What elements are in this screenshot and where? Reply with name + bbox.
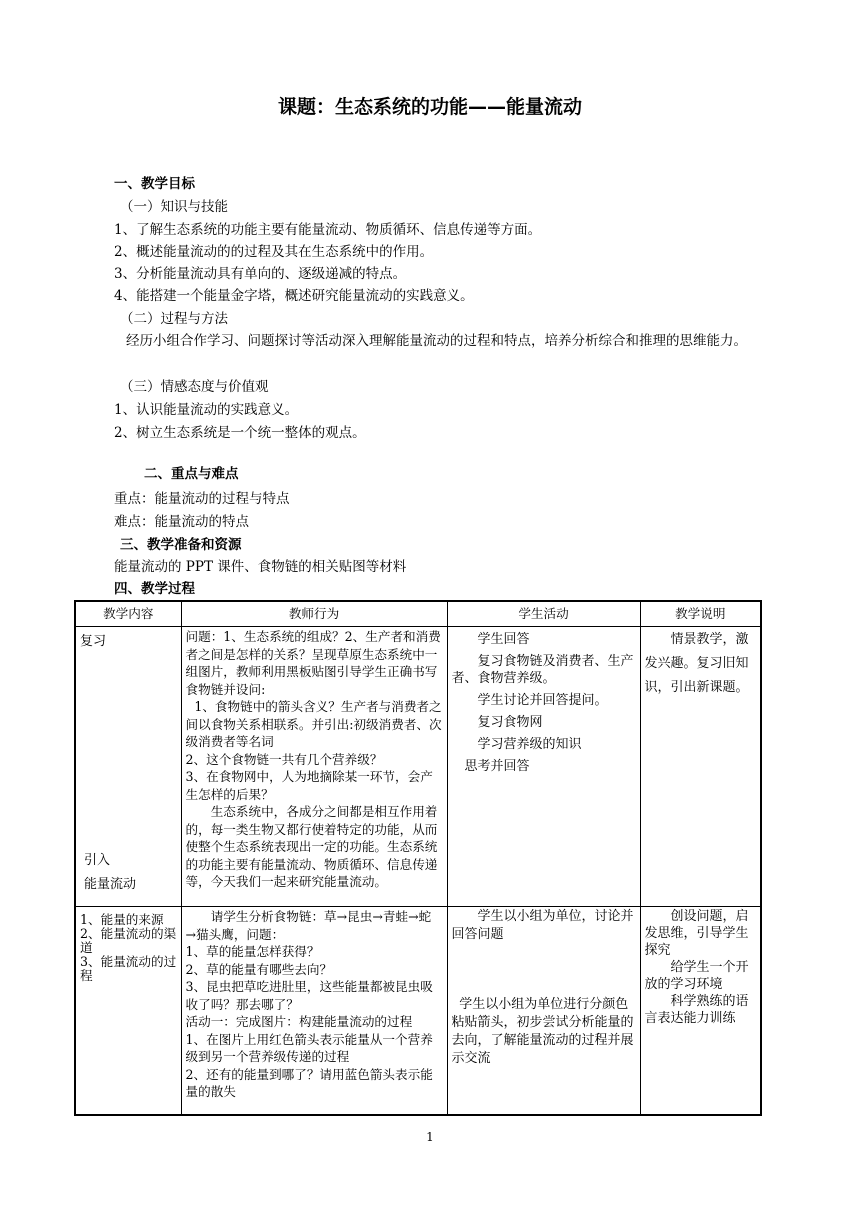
student-text: 思考并回答 [464,759,530,774]
section-4-heading: 四、教学过程 [114,581,195,597]
teacher-text: 问题：1、生态系统的组成？2、生产者和消费者之间是怎样的关系？呈现草原生态系统中一组图片，教师利用黑板贴图引导学生正确书写食物链并设问: [185,629,441,697]
key-point: 重点：能量流动的过程与特点 [114,491,290,507]
section-3-heading: 三、教学准备和资源 [120,537,242,553]
teacher-text: 请学生分析食物链：草→昆虫→青蛙→蛇 →猫头鹰，问题： [185,909,432,942]
teacher-text: 生态系统中，各成分之间都是相互作用着的，每一类生物又都行使着特定的功能，从而使整个生态系统表现出一定的功能。生态系统的功能主要有能量流动、物质循环、信息传递等，今天我们一起来研究能量流动。 [185,804,438,889]
teacher-text: 1、在图片上用红色箭头表示能量从一个营养级到另一个营养级传递的过程 [185,1031,433,1064]
teacher-text: 2、草的能量有哪些去向？ [185,961,333,977]
teacher-cell [181,907,447,1115]
teacher-text: 3、在食物网中，人为地摘除某一环节，会产生怎样的后果？ [185,769,433,802]
subsection-attitude: （三）情感态度与价值观 [120,379,269,395]
teacher-text: 3、昆虫把草吃进肚里，这些能量都被昆虫吸收了吗？那去哪了？ [185,979,433,1012]
section-2-heading: 二、重点与难点 [144,466,239,482]
content-review: 复习 [80,634,107,649]
teacher-text: 1、草的能量怎样获得？ [185,944,320,959]
student-text: 学生回答 [477,632,530,647]
student-text: 学生以小组为单位，讨论并回答问题 [451,909,634,942]
objective-item: 4、能搭建一个能量金字塔，概述研究能量流动的实践意义。 [114,288,474,304]
student-cell [447,627,640,907]
objective-item: 3、分析能量流动具有单向的、逐级递减的特点。 [114,266,407,282]
subsection-process: （二）过程与方法 [120,311,228,327]
note-text: 给学生一个开放的学习环境 [644,960,749,992]
student-text: 复习食物链及消费者、生产者、食物营养级。 [451,654,634,686]
page-number: 1 [426,1130,434,1144]
attitude-item: 2、树立生态系统是一个统一整体的观点。 [114,425,366,441]
note-cell [640,907,761,1115]
note-text: 科学熟练的语言表达能力训练 [644,994,749,1026]
student-cell [447,907,640,1115]
teacher-text: 2、还有的能量到哪了？请用蓝色箭头表示能量的散失 [185,1066,433,1099]
header-teacher: 教师行为 [181,601,447,627]
objective-item: 1、了解生态系统的功能主要有能量流动、物质循环、信息传递等方面。 [114,222,542,238]
table-row [75,907,761,1115]
student-text: 学习营养级的知识 [477,737,582,752]
note-cell [640,627,761,907]
header-student: 学生活动 [447,601,640,627]
content-item: 3、能量流动的过程 [80,954,177,983]
subsection-knowledge: （一）知识与技能 [120,199,228,215]
teacher-text: 活动一：完成图片：构建能量流动的过程 [185,1014,413,1029]
teacher-cell [181,627,447,907]
note-text: 创设问题，启发思维，引导学生探究 [644,909,749,958]
process-paragraph: 经历小组合作学习、问题探讨等活动深入理解能量流动的过程和特点，培养分析综合和推理的思维能力。 [126,333,747,349]
lesson-title: 课题：生态系统的功能——能量流动 [277,96,582,118]
content-intro: 引入 [84,853,111,868]
attitude-item: 1、认识能量流动的实践意义。 [114,402,299,418]
table-row [75,627,761,907]
difficult-point: 难点：能量流动的特点 [114,514,249,530]
teacher-text: 2、这个食物链一共有几个营养级？ [185,751,383,767]
content-cell [75,907,181,1115]
section-1-heading: 一、教学目标 [114,176,195,192]
content-item: 2、能量流动的渠道 [80,926,177,955]
objective-item: 2、概述能量流动的的过程及其在生态系统中的作用。 [114,244,434,260]
resources-text: 能量流动的 PPT 课件、食物链的相关贴图等材料 [114,559,407,575]
header-note: 教学说明 [640,601,761,627]
content-energy-flow: 能量流动 [84,877,137,892]
table-header-row [75,601,761,627]
student-text: 学生讨论并回答提问。 [477,693,608,708]
content-item: 1、能量的来源 [80,912,164,927]
student-text: 学生以小组为单位进行分颜色粘贴箭头，初步尝试分析能量的去向，了解能量流动的过程并展示交流 [451,997,634,1066]
content-cell [75,627,181,907]
note-text: 情景教学，激发兴趣。复习旧知识，引出新课题。 [644,632,749,695]
teacher-text: 1、食物链中的箭头含义？生产者与消费者之间以食物关系相联系。并引出:初级消费者、次级消费者等名词 [185,699,442,749]
teaching-process-table [74,600,762,1116]
student-text: 复习食物网 [477,715,543,730]
header-content: 教学内容 [75,601,181,627]
